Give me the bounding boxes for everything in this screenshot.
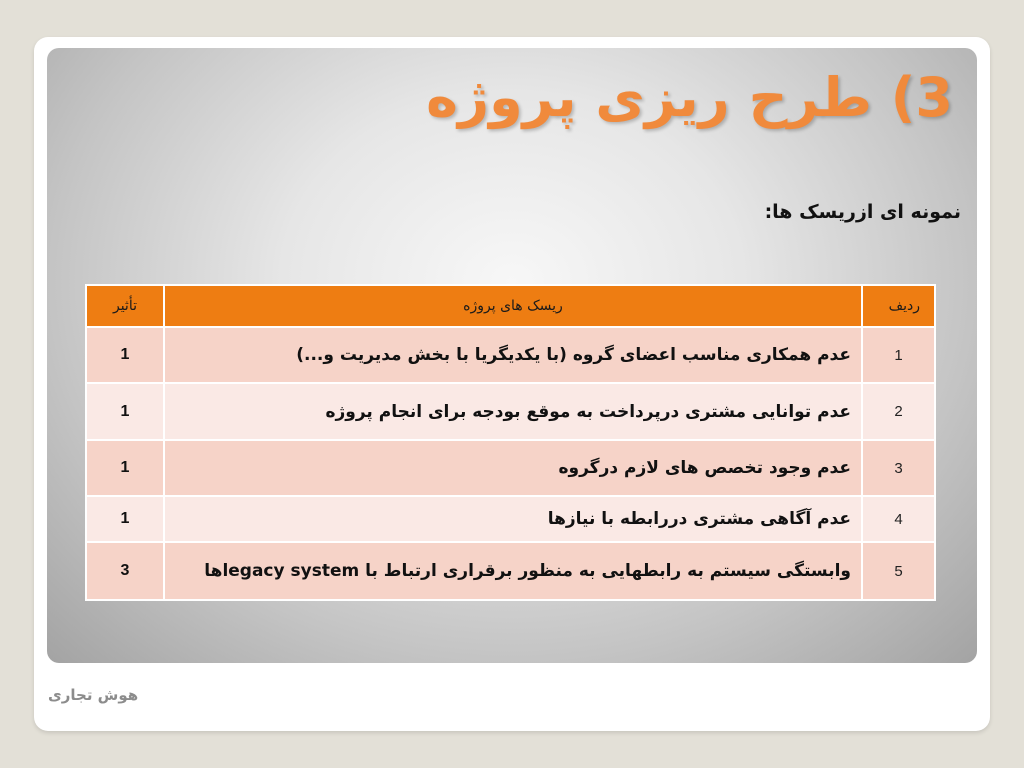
row-index: 2 — [862, 383, 935, 440]
slide-canvas — [47, 48, 977, 663]
row-risk: عدم وجود تخصص های لازم درگروه — [164, 440, 862, 496]
row-index: 4 — [862, 496, 935, 542]
footer-text: هوش تجاری — [48, 686, 139, 704]
slide-title: 3) طرح ریزی پروژه — [426, 66, 953, 129]
table-row — [86, 440, 935, 496]
row-impact: 3 — [86, 542, 164, 600]
row-risk: عدم همکاری مناسب اعضای گروه (با یکدیگریا با بخش مدیریت و...) — [164, 327, 862, 383]
row-risk: وابستگی سیستم به رابطهایی به منظور برقراری ارتباط با legacy systemها — [164, 542, 862, 600]
table-row — [86, 496, 935, 542]
table-row — [86, 383, 935, 440]
row-risk: عدم آگاهی مشتری دررابطه با نیازها — [164, 496, 862, 542]
row-impact: 1 — [86, 496, 164, 542]
risk-table — [85, 284, 936, 601]
row-index: 5 — [862, 542, 935, 600]
table-row — [86, 327, 935, 383]
row-impact: 1 — [86, 440, 164, 496]
row-index: 3 — [862, 440, 935, 496]
row-impact: 1 — [86, 327, 164, 383]
header-impact: تأثیر — [86, 285, 164, 327]
header-risk: ریسک های پروژه — [164, 285, 862, 327]
row-risk: عدم توانایی مشتری درپرداخت به موقع بودجه برای انجام پروژه — [164, 383, 862, 440]
risk-table-header-row — [86, 285, 935, 327]
row-index: 1 — [862, 327, 935, 383]
header-index: ردیف — [862, 285, 935, 327]
table-row — [86, 542, 935, 600]
row-impact: 1 — [86, 383, 164, 440]
slide-subtitle: نمونه ای ازریسک ها: — [764, 201, 961, 223]
